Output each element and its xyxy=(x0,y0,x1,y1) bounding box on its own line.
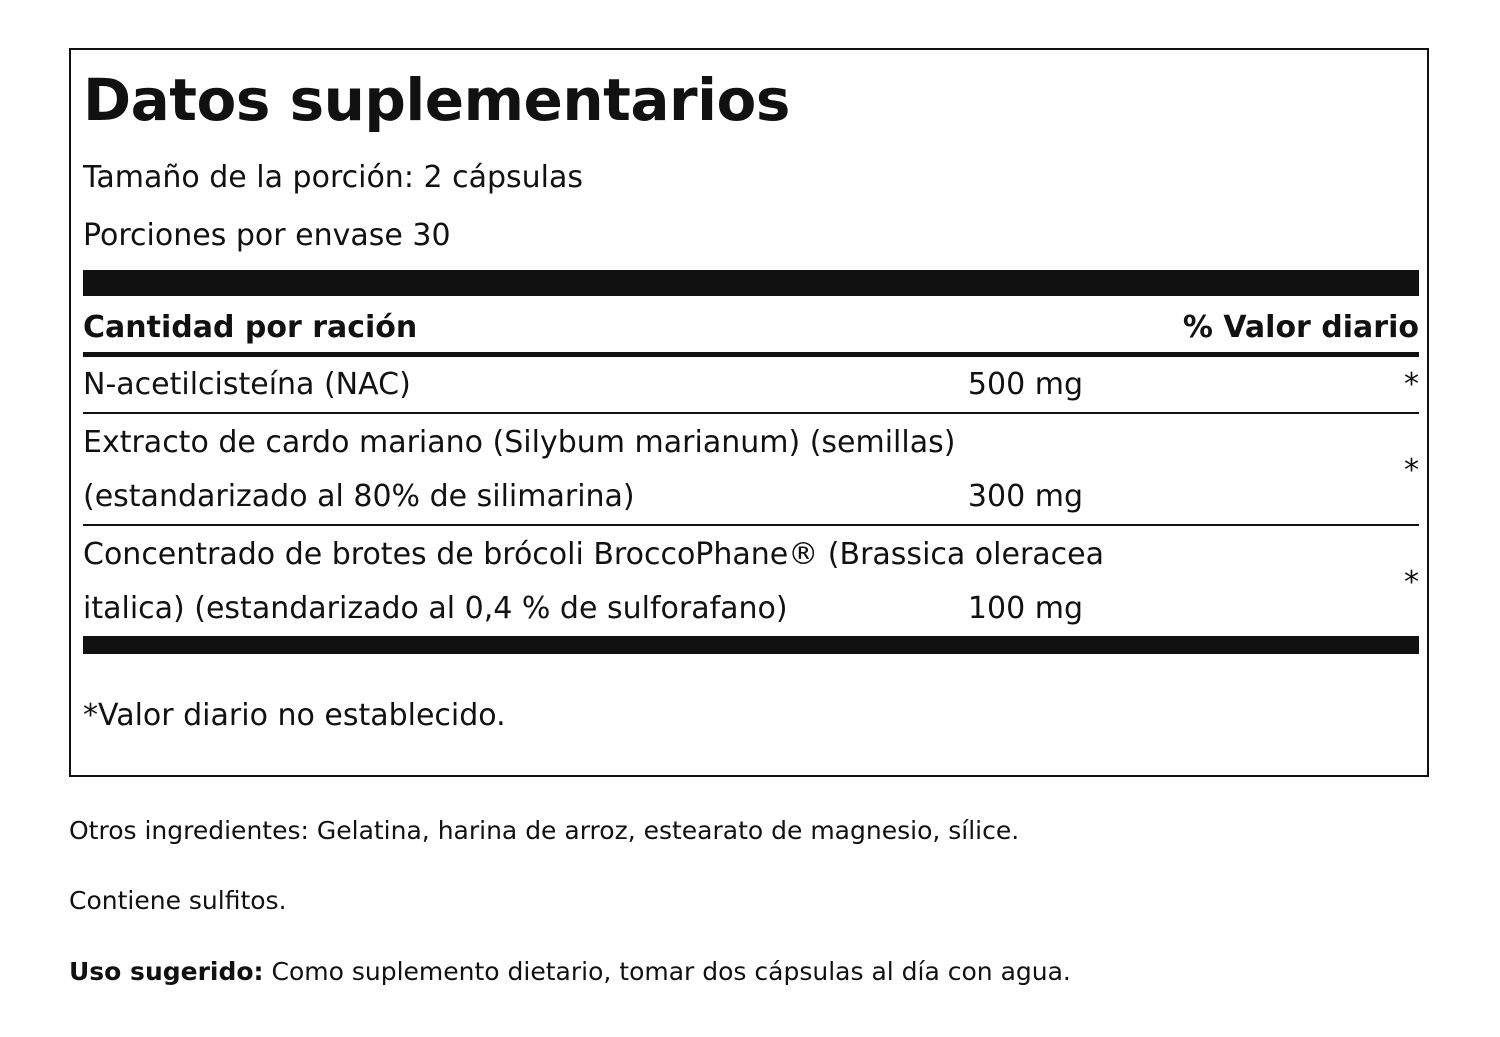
ingredient-daily-value: * xyxy=(1404,565,1419,600)
ingredient-row-milk-thistle xyxy=(83,416,1419,524)
ingredient-name-line: Concentrado de brotes de brócoli BroccoPhane® (Brassica oleracea xyxy=(83,537,1105,572)
ingredient-name-line: italica) (estandarizado al 0,4 % de sulforafano) xyxy=(83,591,788,626)
row-divider xyxy=(83,412,1419,414)
supplement-facts-panel xyxy=(69,48,1429,777)
ingredient-amount: 300 mg xyxy=(967,479,1083,514)
panel-title: Datos suplementarios xyxy=(83,66,790,134)
ingredient-name-line: N-acetilcisteína (NAC) xyxy=(83,367,411,402)
ingredient-name xyxy=(83,416,963,524)
ingredient-name-line: Extracto de cardo mariano (Silybum marianum) (semillas) xyxy=(83,425,956,460)
daily-value-heading: % Valor diario xyxy=(1182,310,1419,345)
daily-value-footnote: *Valor diario no establecido. xyxy=(83,698,506,733)
other-ingredients: Otros ingredientes: Gelatina, harina de arroz, estearato de magnesio, sílice. xyxy=(69,816,1020,845)
ingredient-amount: 100 mg xyxy=(967,591,1083,626)
bottom-thick-divider xyxy=(83,636,1419,654)
serving-size: Tamaño de la porción: 2 cápsulas xyxy=(83,160,583,195)
suggested-use-label: Uso sugerido: xyxy=(69,957,264,986)
servings-per-container: Porciones por envase 30 xyxy=(83,218,451,253)
contains-statement: Contiene sulfitos. xyxy=(69,886,287,915)
row-divider xyxy=(83,524,1419,526)
top-thick-divider xyxy=(83,270,1419,296)
ingredient-daily-value: * xyxy=(1404,453,1419,488)
table-header xyxy=(83,308,1419,348)
suggested-use xyxy=(69,955,1071,989)
ingredient-amount: 500 mg xyxy=(967,367,1083,402)
ingredient-row-broccoli xyxy=(83,528,1419,636)
ingredient-name xyxy=(83,358,963,412)
ingredient-daily-value: * xyxy=(1404,367,1419,402)
amount-per-serving-heading: Cantidad por ración xyxy=(83,310,418,345)
ingredient-name-line: (estandarizado al 80% de silimarina) xyxy=(83,479,635,514)
suggested-use-text: Como suplemento dietario, tomar dos cápsulas al día con agua. xyxy=(263,957,1071,986)
ingredient-row-nac xyxy=(83,358,1419,414)
header-divider xyxy=(83,352,1419,357)
